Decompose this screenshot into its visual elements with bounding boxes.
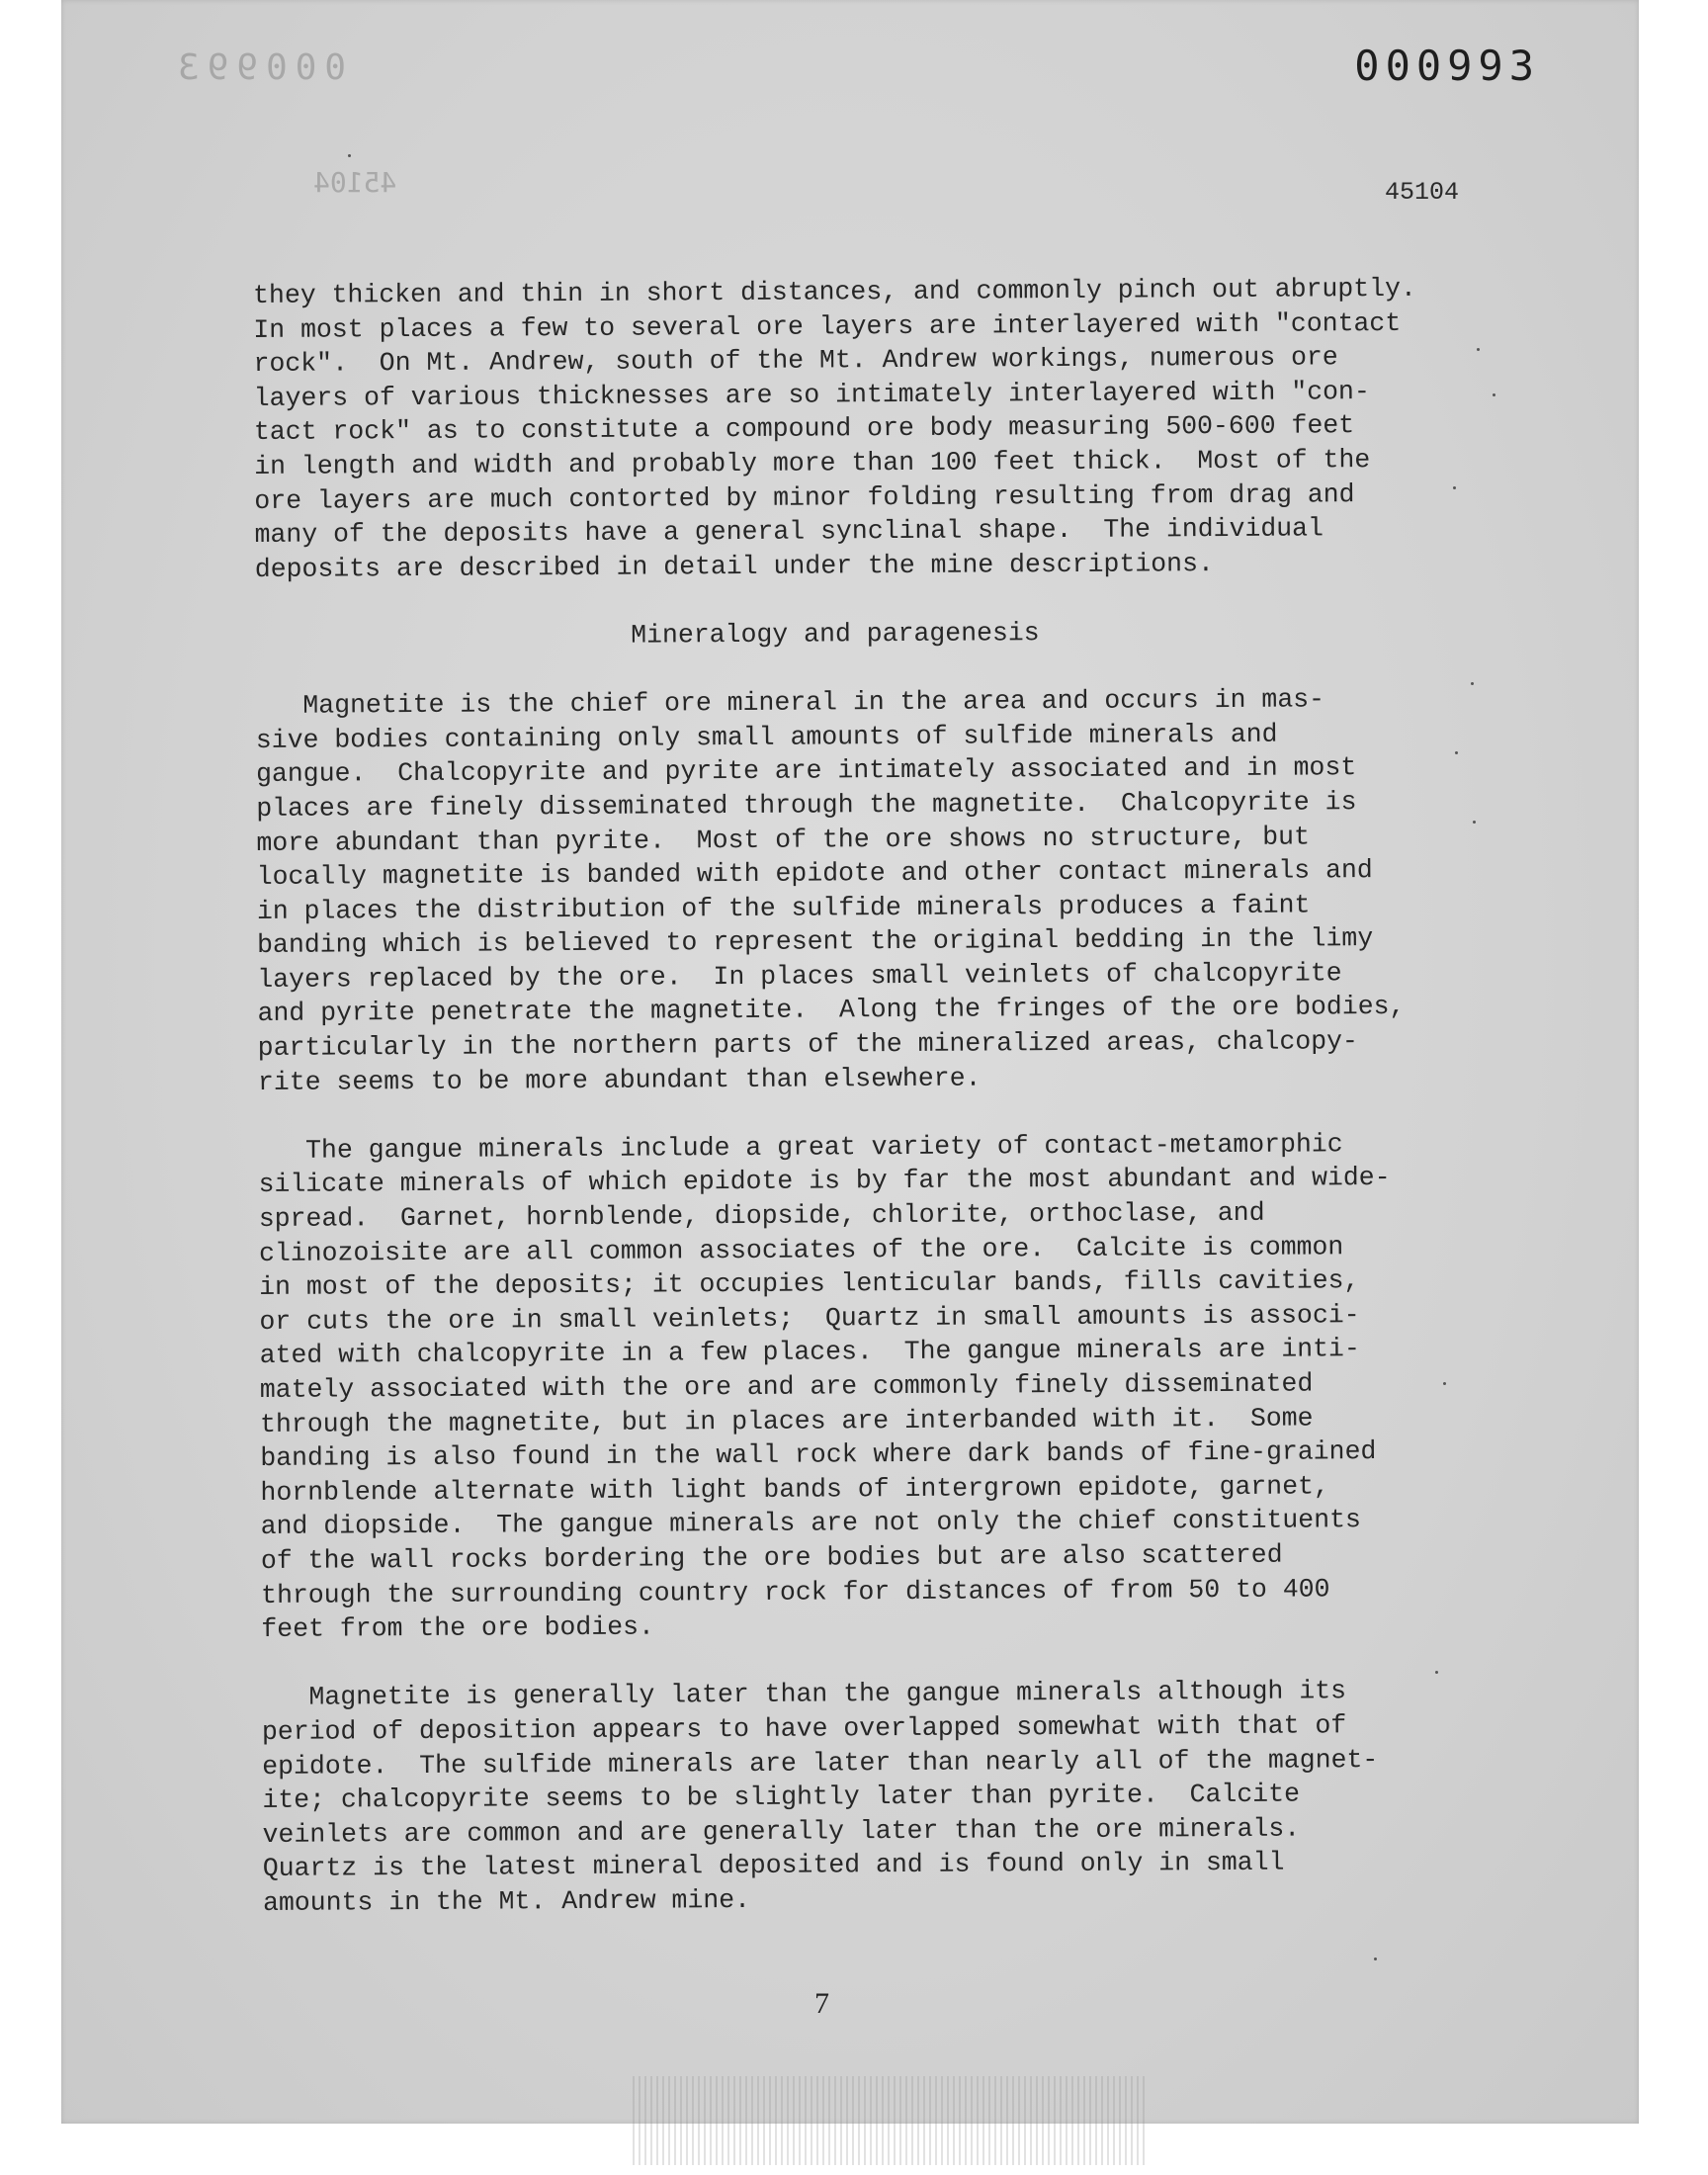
text-line: In most places a few to several ore layers are interlayered with "contact bbox=[253, 307, 1402, 345]
text-line: hornblende alternate with light bands of intergrown epidote, garnet, bbox=[260, 1471, 1329, 1508]
bleed-through-doc-mark: 45104 bbox=[313, 166, 397, 199]
page-number: 7 bbox=[814, 1987, 829, 2020]
text-line: gangue. Chalcopyrite and pyrite are intimately associated and in most bbox=[255, 752, 1357, 790]
text-line: in length and width and probably more than 100 feet thick. Most of the bbox=[254, 445, 1371, 481]
scan-speck bbox=[1493, 393, 1495, 396]
scan-speck bbox=[1453, 486, 1456, 489]
scan-speck bbox=[1435, 1671, 1438, 1674]
text-line: The gangue minerals include a great variety of contact-metamorphic bbox=[258, 1129, 1343, 1166]
text-line: more abundant than pyrite. Most of the ore shows no structure, but bbox=[256, 821, 1311, 858]
text-line: through the surrounding country rock for distances of from 50 to 400 bbox=[261, 1573, 1330, 1610]
text-line: in most of the deposits; it occupies lenticular bands, fills cavities, bbox=[259, 1265, 1360, 1303]
text-line: deposits are described in detail under the mine descriptions. bbox=[254, 548, 1214, 584]
text-line: ore layers are much contorted by minor folding resulting from drag and bbox=[254, 478, 1355, 516]
text-line: layers of various thicknesses are so intimately interlayered with "con- bbox=[253, 376, 1370, 413]
text-line: Magnetite is the chief ore mineral in the area and occurs in mas- bbox=[255, 684, 1325, 722]
text-line: ated with chalcopyrite in a few places. The gangue minerals are inti- bbox=[259, 1334, 1360, 1371]
text-line: layers replaced by the ore. In places small veinlets of chalcopyrite bbox=[257, 958, 1342, 995]
text-line: particularly in the northern parts of the mineralized areas, chalcopy- bbox=[257, 1026, 1359, 1064]
text-line: places are finely disseminated through the magnetite. Chalcopyrite is bbox=[256, 787, 1357, 824]
text-line: tact rock" as to constitute a compound ore body measuring 500-600 feet bbox=[253, 410, 1355, 448]
text-line: clinozoisite are all common associates of the ore. Calcite is common bbox=[258, 1231, 1344, 1268]
text-line: banding which is believed to represent the original bedding in the limy bbox=[257, 923, 1374, 961]
text-line: and diopside. The gangue minerals are not only the chief constituents bbox=[260, 1505, 1361, 1542]
scan-speck bbox=[1374, 1958, 1377, 1960]
scan-speck bbox=[1473, 821, 1476, 824]
text-line: of the wall rocks bordering the ore bodies but are also scattered bbox=[260, 1539, 1283, 1576]
text-line: Quartz is the latest mineral deposited and is found only in small bbox=[262, 1847, 1285, 1884]
text-line: epidote. The sulfide minerals are later than nearly all of the magnet- bbox=[262, 1744, 1379, 1782]
text-line: and pyrite penetrate the magnetite. Along the fringes of the ore bodies, bbox=[257, 992, 1406, 1029]
text-line: they thicken and thin in short distances, and commonly pinch out abruptly. bbox=[253, 273, 1416, 310]
text-line: Magnetite is generally later than the gangue minerals although its bbox=[261, 1676, 1347, 1713]
bates-number: 000993 bbox=[1354, 42, 1540, 90]
page-body bbox=[253, 271, 1481, 1955]
paragraph-1 bbox=[253, 271, 1473, 586]
text-line: or cuts the ore in small veinlets; Quartz in small amounts is associ- bbox=[259, 1299, 1360, 1337]
paragraph-4 bbox=[262, 1674, 1481, 1921]
text-line: amounts in the Mt. Andrew mine. bbox=[262, 1884, 751, 1918]
scan-speck bbox=[1471, 682, 1474, 685]
text-line: veinlets are common and are generally later than the ore minerals. bbox=[262, 1813, 1301, 1850]
text-line: in places the distribution of the sulfide minerals produces a faint bbox=[256, 890, 1311, 926]
text-line: silicate minerals of which epidote is by far the most abundant and wide- bbox=[258, 1163, 1391, 1200]
text-line: spread. Garnet, hornblende, diopside, chlorite, orthoclase, and bbox=[258, 1197, 1265, 1235]
paragraph-3 bbox=[258, 1126, 1479, 1646]
scan-speck bbox=[1455, 751, 1458, 754]
text-line: locally magnetite is banded with epidote and other contact minerals and bbox=[256, 855, 1373, 893]
text-line: rite seems to be more abundant than elsewhere. bbox=[257, 1063, 982, 1097]
scan-speck bbox=[1477, 348, 1480, 351]
document-number: 45104 bbox=[1384, 178, 1459, 207]
section-heading: Mineralogy and paragenesis bbox=[631, 618, 1040, 651]
bleed-through-bates-mark: 000993 bbox=[170, 47, 347, 88]
text-line: period of deposition appears to have overlapped somewhat with that of bbox=[261, 1710, 1347, 1747]
text-line: feet from the ore bodies. bbox=[261, 1611, 655, 1645]
text-line: ite; chalcopyrite seems to be slightly later than pyrite. Calcite bbox=[262, 1779, 1301, 1816]
paragraph-2 bbox=[256, 682, 1477, 1100]
text-line: rock". On Mt. Andrew, south of the Mt. Andrew workings, numerous ore bbox=[253, 342, 1338, 380]
scan-speck bbox=[1443, 1382, 1446, 1385]
text-line: through the magnetite, but in places are interbanded with it. Some bbox=[259, 1403, 1314, 1439]
scan-streaks bbox=[633, 2076, 1147, 2165]
text-line: many of the deposits have a general synclinal shape. The individual bbox=[254, 513, 1324, 551]
text-line: banding is also found in the wall rock where dark bands of fine-grained bbox=[260, 1436, 1377, 1474]
scan-speck bbox=[348, 154, 351, 157]
text-line: sive bodies containing only small amounts of sulfide minerals and bbox=[255, 719, 1278, 755]
text-line: mately associated with the ore and are commonly finely disseminated bbox=[259, 1368, 1314, 1405]
